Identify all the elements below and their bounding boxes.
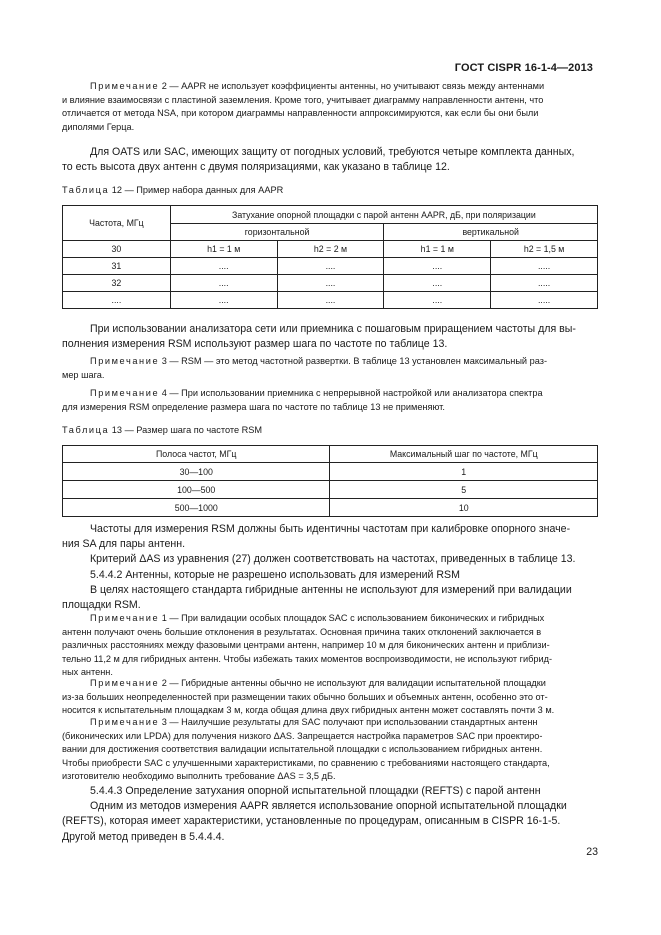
table-cell: 31 [63, 258, 171, 275]
note-1-sac: Примечание 1 — При валидации особых площадок SAC с использованием биконических и гибридных антенн получают очень большие отклонения в результатах. Основная причина таких отклонений заключается в различных расстояниях между фазовыми центрами антенн, например 10 м для биконических антенн и приблизи- тельно 11,2 м для гибридных антенн. Чтобы избежать таких моментов воспроизводимости, не используют гибрид- ных антенн. [62, 613, 553, 677]
section-heading-5443: 5.4.4.3 Определение затухания опорной испытательной площадки (REFTS) с парой антенн [90, 785, 541, 797]
table-cell: ..... [491, 275, 598, 292]
table-header-cell: Максимальный шаг по частоте, МГц [330, 446, 598, 463]
table-cell: .... [277, 275, 384, 292]
table-12-caption: Таблица 12 — Пример набора данных для AAPR [62, 185, 284, 195]
table-cell: .... [170, 275, 277, 292]
table-cell: .... [384, 275, 491, 292]
table-cell: .... [384, 258, 491, 275]
table-header-cell: Полоса частот, МГц [63, 446, 330, 463]
note-4-rsm: Примечание 4 — При использовании приемника с непрерывной настройкой или анализатора спектра для измерения RSM определение размера шага по частоте по таблице 13 не применяют. [62, 388, 543, 412]
table-cell: 30—100 [63, 463, 330, 481]
note-2-apr [62, 80, 598, 134]
table-13-caption: Таблица 13 — Размер шага по частоте RSM [62, 425, 263, 435]
section-5443-block: 5.4.4.3 Определение затухания опорной испытательной площадки (REFTS) с парой антенн Одним из методов измерения AAPR является использование опорной испытательной площадки (REFTS), которая имеет характеристики, установленные по процедурам, описанным в CISPR 16-1-5. Другой метод приведен в 5.4.4.4. [62, 785, 567, 843]
table-header-cell: Частота, МГц [63, 206, 171, 241]
table-cell: .... [170, 258, 277, 275]
note-3-rsm: Примечание 3 — RSM — это метод частотной развертки. В таблице 13 установлен максимальный раз- мер шага. [62, 356, 548, 380]
table-header-cell: h1 = 1 м [384, 241, 491, 258]
table-cell: .... [170, 292, 277, 309]
table-header-cell: горизонтальной [170, 224, 384, 241]
table-cell: 30 [63, 241, 171, 258]
document-header: ГОСТ CISPR 16-1-4—2013 [454, 62, 593, 74]
paragraph-criterion: Критерий ΔAS из уравнения (27) должен соответствовать на частотах, приведенных в таблице 13. [90, 553, 576, 566]
table-cell: 500—1000 [63, 499, 330, 517]
note-2-sac: Примечание 2 — Гибридные антенны обычно не используют для валидации испытательной площадки из-за больших неопределенностей при размещении таких обычно больших и объемных антенн, особенно это от- носится к испытательным площадкам 3 м, когда общая длина двух гибридных антенн может составлять почти 3 м. [62, 678, 555, 715]
table-cell: .... [384, 292, 491, 309]
table-header-cell: h2 = 2 м [277, 241, 384, 258]
section-heading-5442: 5.4.4.2 Антенны, которые не разрешено использовать для измерений RSM [90, 568, 460, 581]
table-cell: 1 [330, 463, 598, 481]
table-cell: 32 [63, 275, 171, 292]
paragraph-oats: Для OATS или SAC, имеющих защиту от погодных условий, требуются четыре комплекта данных, то есть высота двух антенн с двумя поляризациями, как указано в таблице 12. [62, 146, 575, 174]
paragraph-frequencies: Частоты для измерения RSM должны быть идентичны частотам при калибровке опорного значе- ния SA для пары антенн. Критерий ΔAS из уравнения (27) должен соответствовать на частотах, приведенных в таблице 13. 5.4.4.2 Антенны, которые не разрешено использовать для измерений RSM В целях настоящего стандарта гибридные антенны не используют для измерений при валидации площадки RSM. [62, 523, 576, 612]
paragraph-rsm: При использовании анализатора сети или приемника с пошаговым приращением частоты для вы- полнения измерения RSM используют размер шага по частоте по таблице 13. [62, 323, 576, 351]
table-cell: .... [63, 292, 171, 309]
page-number: 23 [586, 846, 598, 858]
note-3-sac: Примечание 3 — Наилучшие результаты для SAC получают при использовании стандартных антенн (биконических или LPDA) для получения низкого ΔAS. Запрещается настройка параметров SAC при проектиро- вании для достижения соответствия валидации испытательной площадки с использованием гибридных антенн. Чтобы приобрести SAC с улучшенными характеристиками, по сравнению с требованиями настоящего стандарта, изготовителю необходимо выполнить требование ΔAS = 3,5 дБ. [62, 717, 550, 781]
table-cell: .... [277, 258, 384, 275]
note-text: и влияние взаимосвязи с пластиной заземления. Кроме того, учитывает диаграмму направленности антенн, что [62, 94, 544, 105]
table-cell: 100—500 [63, 481, 330, 499]
table-cell: ..... [491, 258, 598, 275]
table-cell: 5 [330, 481, 598, 499]
table-header-cell: h2 = 1,5 м [491, 241, 598, 258]
note-text: отличается от метода NSA, при котором диаграммы направленности аппроксимируются, как если бы они были [62, 108, 539, 118]
table-cell: .... [277, 292, 384, 309]
table-cell: ..... [491, 292, 598, 309]
table-13 [62, 445, 598, 517]
table-header-cell: h1 = 1 м [170, 241, 277, 258]
note-label: Примечание [90, 81, 160, 91]
note-text: 2 — AAPR не использует коэффициенты антенны, но учитывают связь между антеннами [161, 81, 545, 91]
table-cell: 10 [330, 499, 598, 517]
table-header-cell: вертикальной [384, 224, 598, 241]
table-header-cell: Затухание опорной площадки с парой антенн AAPR, дБ, при поляризации [170, 206, 597, 224]
note-text: диполями Герца. [62, 121, 135, 132]
table-12 [62, 205, 598, 309]
